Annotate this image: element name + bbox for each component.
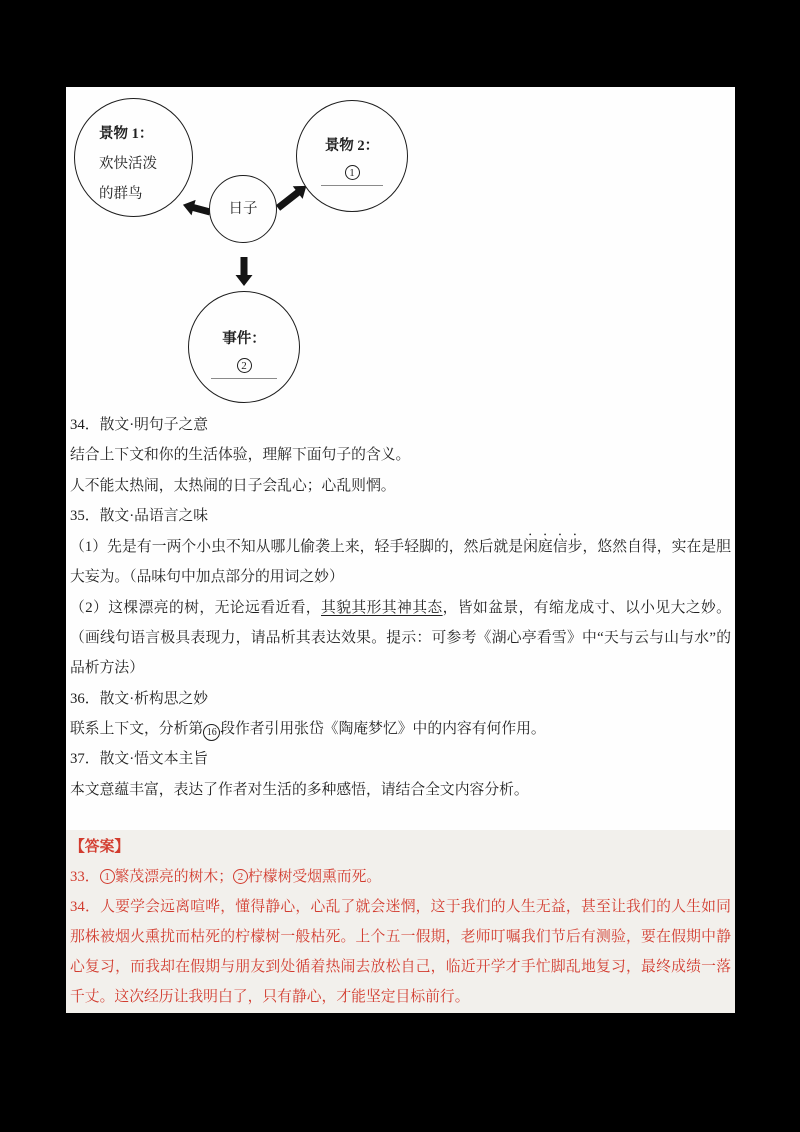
question-35-item1 [70,531,731,593]
answer-33-text-2: 柠檬树受烟熏而死。 [248,869,382,885]
scene1-title: 景物 1： [99,126,154,142]
diagram-circle-scene2 [296,100,408,212]
scene1-line2: 的群鸟 [99,186,143,202]
answers-section [66,830,735,1013]
mind-map-diagram [66,87,735,410]
q35-item2-underlined: 其貌其形其神其态 [321,599,443,616]
q35-item1-pre: （1）先是有一两个小虫不知从哪儿偷袭上来，轻手轻脚的，然后就是 [70,539,524,556]
q35-item1-post: ，悠然自得，实在是胆大妄为。（品味句中加点部分的用词之妙） [70,539,731,586]
answer-33-circled-2: 2 [233,869,248,884]
answer-33-text-1: 繁茂漂亮的树木； [114,869,233,885]
question-35-item2 [70,593,731,684]
question-34-sentence: 人不能太热闹，太热闹的日子会乱心；心乱则惘。 [70,477,396,494]
question-34-heading: 34．散文·明句子之意 [70,417,209,433]
questions-section [66,410,735,805]
event-blank-line [211,356,277,379]
circled-number-1: 1 [345,165,360,180]
event-title: 事件： [222,331,266,347]
q36-pre: 联系上下文，分析第 [70,720,204,737]
arrow-to-event [236,257,253,286]
question-36-body [70,714,731,744]
document-page [66,87,735,1013]
q35-item2-pre: （2）这棵漂亮的树，无论远看近看， [70,599,321,616]
answers-header: 【答案】 [70,839,130,855]
answer-34 [70,892,731,1012]
answer-34-text: 人要学会远离喧哗，懂得静心，心乱了就会迷惘，这于我们的人生无益，甚至让我们的人生如同那株被烟火熏扰而枯死的柠檬树一般枯死。上个五一假期，老师叮嘱我们节后有测验，要在假期中静心复习，而我却在假期与朋友到处循着热闹去放松自己，临近开学才手忙脚乱地复习，最终成绩一落千丈。这次经历让我明白了，只有静心，才能坚定目标前行。 [70,899,731,1005]
center-label: 日子 [228,201,258,217]
q36-post: 段作者引用张岱《陶庵梦忆》中的内容有何作用。 [220,720,546,737]
question-34-instruction: 结合上下文和你的生活体验，理解下面句子的含义。 [70,447,411,464]
scene2-title: 景物 2： [324,138,380,154]
circled-number-16: 16 [203,724,220,741]
answer-33-number: 33． [70,869,100,885]
diagram-circle-event [188,291,300,403]
question-37-body: 本文意蕴丰富，表达了作者对生活的多种感悟，请结合全文内容分析。 [70,781,529,798]
q35-item2-post: ，皆如盆景，有缩龙成寸、以小见大之妙。（画线句语言极具表现力，请品析其表达效果。提示：可参考《湖心亭看雪》中“天与云与山与水”的品析方法） [70,599,731,677]
scene1-line1: 欢快活泼 [99,156,157,172]
answer-33-circled-1: 1 [100,869,115,884]
scene2-blank-line [321,163,383,186]
diagram-circle-scene1 [74,98,193,217]
question-37-heading: 37．散文·悟文本主旨 [70,751,209,768]
q35-item1-emphasized: 闲庭信步 [523,539,583,556]
question-36-heading: 36．散文·析构思之妙 [70,690,209,707]
answer-34-number: 34． [70,899,101,915]
answer-33 [70,862,731,892]
diagram-circle-center [209,175,277,243]
circled-number-2: 2 [237,358,252,373]
question-35-heading: 35．散文·品语言之味 [70,507,209,524]
